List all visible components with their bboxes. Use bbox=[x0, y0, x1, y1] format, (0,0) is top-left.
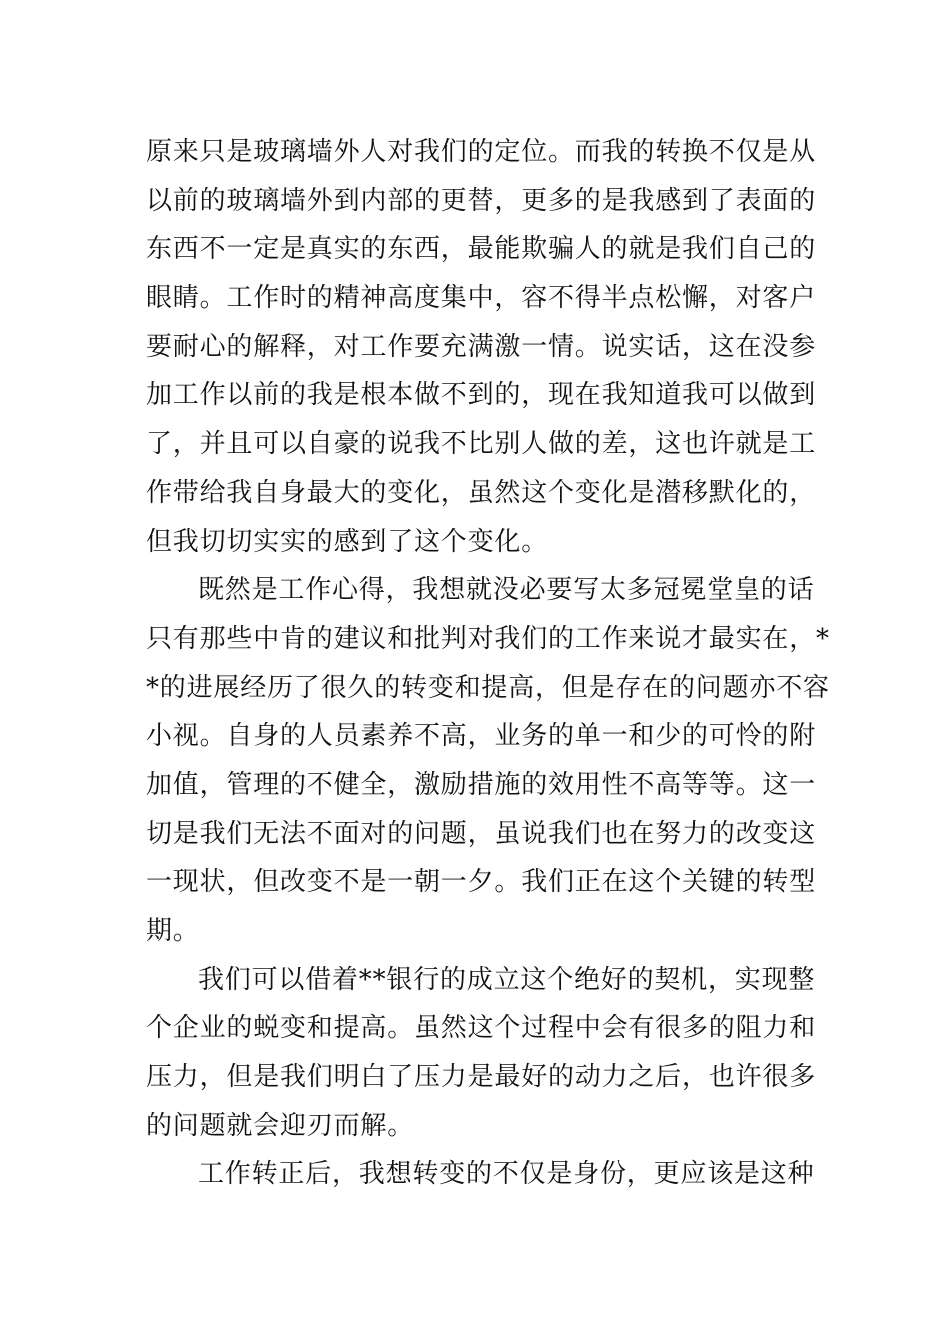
text-line: 东西不一定是真实的东西，最能欺骗人的就是我们自己的 bbox=[146, 234, 817, 265]
text-line: 一现状，但改变不是一朝一夕。我们正在这个关键的转型 bbox=[146, 867, 817, 898]
text-line: 以前的玻璃墙外到内部的更替，更多的是我感到了表面的 bbox=[146, 185, 817, 216]
text-line: 原来只是玻璃墙外人对我们的定位。而我的转换不仅是从 bbox=[146, 137, 817, 167]
text-line: 只有那些中肯的建议和批判对我们的工作来说才最实在，* bbox=[146, 623, 830, 654]
text-line: 个企业的蜕变和提高。虽然这个过程中会有很多的阻力和 bbox=[146, 1013, 817, 1044]
text-line: *的进展经历了很久的转变和提高，但是存在的问题亦不容 bbox=[146, 672, 830, 703]
text-line: 期。 bbox=[146, 916, 200, 946]
text-line: 切是我们无法不面对的问题，虽说我们也在努力的改变这 bbox=[146, 818, 817, 849]
text-line: 的问题就会迎刃而解。 bbox=[146, 1110, 415, 1141]
document-body bbox=[146, 128, 830, 1199]
paragraph-4 bbox=[146, 1150, 815, 1199]
text-line: 眼睛。工作时的精神高度集中，容不得半点松懈，对客户 bbox=[146, 283, 817, 314]
text-line: 小视。自身的人员素养不高，业务的单一和少的可怜的附 bbox=[146, 721, 817, 752]
text-line: 我们可以借着**银行的成立这个绝好的契机，实现整 bbox=[198, 964, 816, 995]
paragraph-3 bbox=[146, 956, 817, 1151]
text-line: 了，并且可以自豪的说我不比别人做的差，这也许就是工 bbox=[146, 429, 817, 460]
text-line: 压力，但是我们明白了压力是最好的动力之后，也许很多 bbox=[146, 1062, 817, 1093]
text-line: 加值，管理的不健全，激励措施的效用性不高等等。这一 bbox=[146, 769, 817, 800]
text-line: 既然是工作心得，我想就没必要写太多冠冕堂皇的话 bbox=[198, 575, 815, 606]
text-line: 加工作以前的我是根本做不到的，现在我知道我可以做到 bbox=[146, 380, 817, 411]
text-line: 工作转正后，我想转变的不仅是身份，更应该是这种 bbox=[198, 1159, 815, 1190]
paragraph-2 bbox=[146, 566, 830, 956]
text-line: 要耐心的解释，对工作要充满激一情。说实话，这在没参 bbox=[146, 331, 817, 362]
paragraph-1 bbox=[146, 128, 817, 566]
text-line: 作带给我自身最大的变化，虽然这个变化是潜移默化的， bbox=[146, 477, 817, 508]
text-line: 但我切切实实的感到了这个变化。 bbox=[146, 526, 549, 557]
